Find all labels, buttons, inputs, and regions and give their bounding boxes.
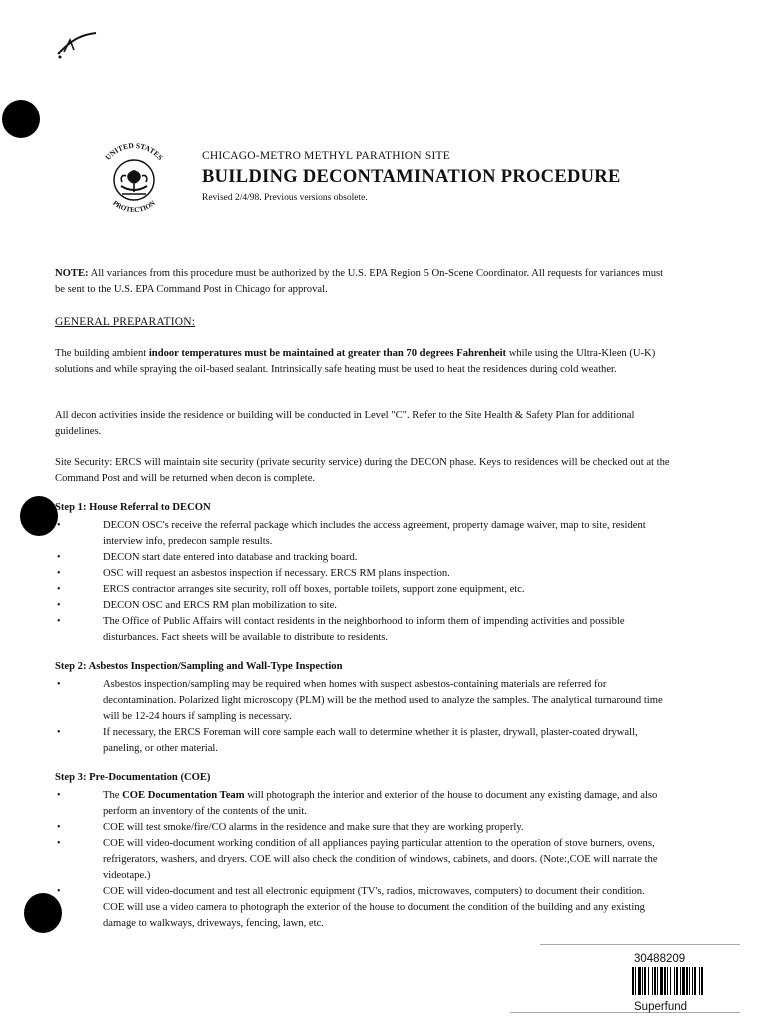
list-item: • DECON OSC and ERCS RM plan mobilization to site. (55, 598, 675, 614)
step-1-title: House Referral to DECON (86, 502, 211, 513)
scan-artifact-line (540, 944, 740, 945)
list-item (55, 788, 675, 820)
temperature-paragraph (55, 346, 675, 378)
list-item: • DECON start date entered into database and tracking board. (55, 550, 675, 566)
coe-team-name: COE Documentation Team (122, 790, 245, 801)
svg-text:UNITED STATES (103, 141, 165, 162)
list-item: • COE will use a video camera to photograph the exterior of the house to document the condition of the building and any existing damage to walkways, driveways, fencing, lawn, etc. (55, 900, 675, 932)
epa-seal-logo (88, 134, 180, 226)
step-1-list (55, 518, 675, 646)
site-name: CHICAGO-METRO METHYL PARATHION SITE (202, 150, 450, 162)
punch-hole-top (2, 100, 40, 138)
step-3-list (55, 788, 675, 932)
list-item: • COE will video-document working condition of all appliances paying particular attention to the operation of stove burners, ovens, refrigerators, washers, and dryers. COE will also check the condition of windows, cabinets, and doors. (Note:,COE will narrate the videotape.) (55, 836, 675, 884)
temp-text-bold: indoor temperatures must be maintained at greater than 70 degrees Fahrenheit (148, 348, 507, 359)
coe-text-a: The (103, 790, 123, 801)
temp-text-a: The building ambient (55, 348, 149, 359)
list-item: • ERCS contractor arranges site security, roll off boxes, portable toilets, support zone equipment, etc. (55, 582, 675, 598)
temp-text-c: while using the Ultra-Kleen (U-K) solutions and while spraying the oil-based sealant. Intrinsically safe heating must be used to heat the residences during cold weather. (55, 348, 656, 375)
seal-bottom-text: PROTECTION (111, 199, 157, 215)
step-3-heading (55, 772, 210, 783)
list-item: • OSC will request an asbestos inspection if necessary. ERCS RM plans inspection. (55, 566, 675, 582)
list-item: • COE will test smoke/fire/CO alarms in the residence and make sure that they are working properly. (55, 820, 675, 836)
note-label: NOTE: (55, 268, 89, 279)
step-2-label: Step 2: (55, 661, 87, 672)
handwritten-mark (52, 30, 102, 62)
barcode-bars (602, 967, 728, 995)
step-3-title: Pre-Documentation (COE) (86, 772, 211, 783)
punch-hole-middle (20, 496, 58, 536)
document-title: BUILDING DECONTAMINATION PROCEDURE (202, 167, 621, 187)
step-1-label: Step 1: (55, 502, 87, 513)
list-item: • DECON OSC's receive the referral package which includes the access agreement, property damage waiver, map to site, resident interview info, predecon sample results. (55, 518, 675, 550)
step-1-heading (55, 502, 211, 513)
coe-text-c: will photograph the interior and exterior of the house to document any existing damage, and also perform an inventory of the contents of the unit. (103, 790, 658, 817)
barcode-stamp (602, 953, 728, 1013)
step-3-label: Step 3: (55, 772, 87, 783)
list-item: • Asbestos inspection/sampling may be required when homes with suspect asbestos-containing materials are referred for decontamination. Polarized light microscopy (PLM) will be the method used to analyze the samples. The analytical turnaround time will be 12-24 hours if sampling is necessary. (55, 677, 675, 725)
list-item: • The Office of Public Affairs will contact residents in the neighborhood to inform them of impending activities and possible disturbances. Fact sheets will be available to distribute to residents. (55, 614, 675, 646)
general-preparation-heading: GENERAL PREPARATION: (55, 316, 196, 328)
site-security-paragraph: Site Security: ERCS will maintain site security (private security service) during the DECON phase. Keys to residences will be checked out at the Command Post and will be returned when decon is complete. (55, 457, 670, 484)
step-2-heading (55, 661, 342, 672)
barcode-number: 30488209 (634, 953, 686, 965)
level-c-paragraph: All decon activities inside the residence or building will be conducted in Level "C". Refer to the Site Health & Safety Plan for additional guidelines. (55, 410, 635, 437)
revision-note: Revised 2/4/98. Previous versions obsolete. (202, 193, 368, 203)
note-paragraph (55, 266, 675, 298)
barcode-label: Superfund (634, 1001, 688, 1013)
list-item: • COE will video-document and test all electronic equipment (TV's, radios, microwaves, computers) to document their condition. (55, 884, 675, 900)
list-item: • If necessary, the ERCS Foreman will core sample each wall to determine whether it is plaster, drywall, plaster-coated drywall, paneling, or other material. (55, 725, 675, 757)
note-text: All variances from this procedure must be authorized by the U.S. EPA Region 5 On-Scene Coordinator. All requests for variances must be sent to the U.S. EPA Command Post in Chicago for approval. (55, 268, 664, 295)
seal-top-text: UNITED STATES (103, 140, 165, 162)
svg-text:PROTECTION (111, 199, 157, 214)
step-2-title: Asbestos Inspection/Sampling and Wall-Type Inspection (86, 661, 343, 672)
step-2-list (55, 677, 675, 757)
